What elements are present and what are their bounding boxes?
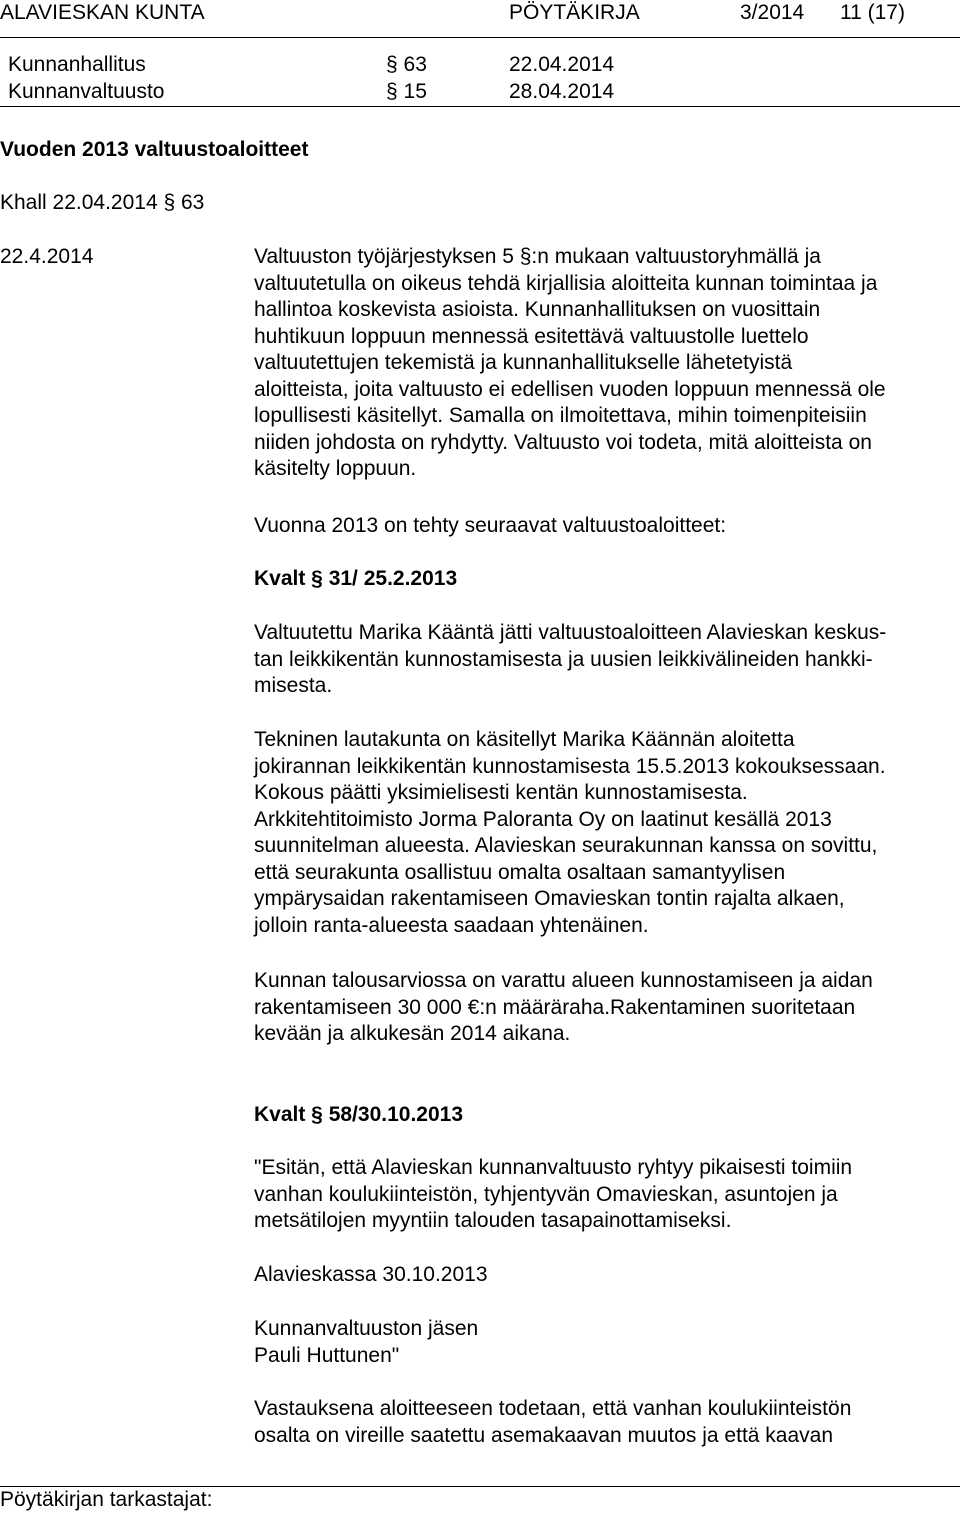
- meeting-section: § 15: [386, 80, 427, 103]
- signature-block: Kunnanvaltuuston jäsen Pauli Huttunen": [254, 1317, 479, 1367]
- entry-date: 22.4.2014: [0, 245, 94, 268]
- initiative-description: Valtuutettu Marika Kääntä jätti valtuustoaloitteen Alavieskan keskus- tan leikkikentän kunnostamisesta ja uusien leikkivälineiden hankki- misesta.: [254, 621, 887, 697]
- document-number: 3/2014: [740, 1, 805, 24]
- intro-paragraph: Valtuuston työjärjestyksen 5 §:n mukaan valtuustoryhmällä ja valtuutetulla on oikeus tehdä kirjallisia aloitteita kunnan toimintaa ja hallintoa koskevista asioista. Kunnanhallituksen on vuosittain huhtikuun loppuun mennessä esitettävä valtuustolle luettelo valtuutettujen tekemistä ja kunnanhallitukselle lähetetyistä aloitteista, joita valtuusto ei edellisen vuoden loppuun mennessä ole lopullisesti käsitellyt. Samalla on ilmoitettava, mihin toimenpiteisiin niiden johdosta on ryhdytty. Valtuusto voi todeta, mitä aloitteista on käsitelty loppuun.: [254, 245, 886, 480]
- footer-label: Pöytäkirjan tarkastajat:: [0, 1488, 213, 1511]
- initiative-heading: Kvalt § 31/ 25.2.2013: [254, 567, 458, 590]
- document-type: PÖYTÄKIRJA: [509, 1, 640, 24]
- signature-place-date: Alavieskassa 30.10.2013: [254, 1263, 488, 1286]
- initiative-budget: Kunnan talousarviossa on varattu alueen kunnostamiseen ja aidan rakentamiseen 30 000 €:n määräraha.Rakentaminen suoritetaan kevään ja alkukesän 2014 aikana.: [254, 969, 873, 1045]
- meeting-body: Kunnanvaltuusto: [8, 80, 165, 103]
- initiative-response: Vastauksena aloitteeseen todetaan, että vanhan koulukiinteistön osalta on vireille saatettu asemakaavan muutos ja että kaavan: [254, 1397, 852, 1447]
- meeting-date: 22.04.2014: [509, 53, 615, 76]
- meeting-body: Kunnanhallitus: [8, 53, 146, 76]
- municipality-name: ALAVIESKAN KUNTA: [0, 1, 205, 24]
- section-title: Vuoden 2013 valtuustoaloitteet: [0, 138, 309, 161]
- page-number: 11 (17): [840, 1, 905, 24]
- list-intro: Vuonna 2013 on tehty seuraavat valtuustoaloitteet:: [254, 514, 727, 537]
- meeting-section: § 63: [386, 53, 427, 76]
- reference-line: Khall 22.04.2014 § 63: [0, 191, 205, 214]
- initiative-quote: "Esitän, että Alavieskan kunnanvaltuusto ryhtyy pikaisesti toimiin vanhan koulukiinteistön, tyhjentyvän Omavieskan, asuntojen ja metsätilojen myyntiin talouden tasapainottamiseksi.: [254, 1156, 853, 1232]
- initiative-heading: Kvalt § 58/30.10.2013: [254, 1103, 463, 1126]
- header-divider: [0, 37, 960, 38]
- initiative-processing: Tekninen lautakunta on käsitellyt Marika Käännän aloitetta jokirannan leikkikentän kunnostamisesta 15.5.2013 kokouksessaan. Kokous päätti yksimielisesti kentän kunnostamisesta. Arkkitehtitoimisto Jorma Paloranta Oy on laatinut kesällä 2013 suunnitelman alueesta. Alavieskan seurakunnan kanssa on sovittu, että seurakunta osallistuu omalta osaltaan samantyylisen ympärysaidan rakentamiseen Omavieskan tontin rajalta alkaen, jolloin ranta-alueesta saadaan yhtenäinen.: [254, 728, 886, 937]
- meeting-date: 28.04.2014: [509, 80, 615, 103]
- meetings-divider: [0, 106, 960, 107]
